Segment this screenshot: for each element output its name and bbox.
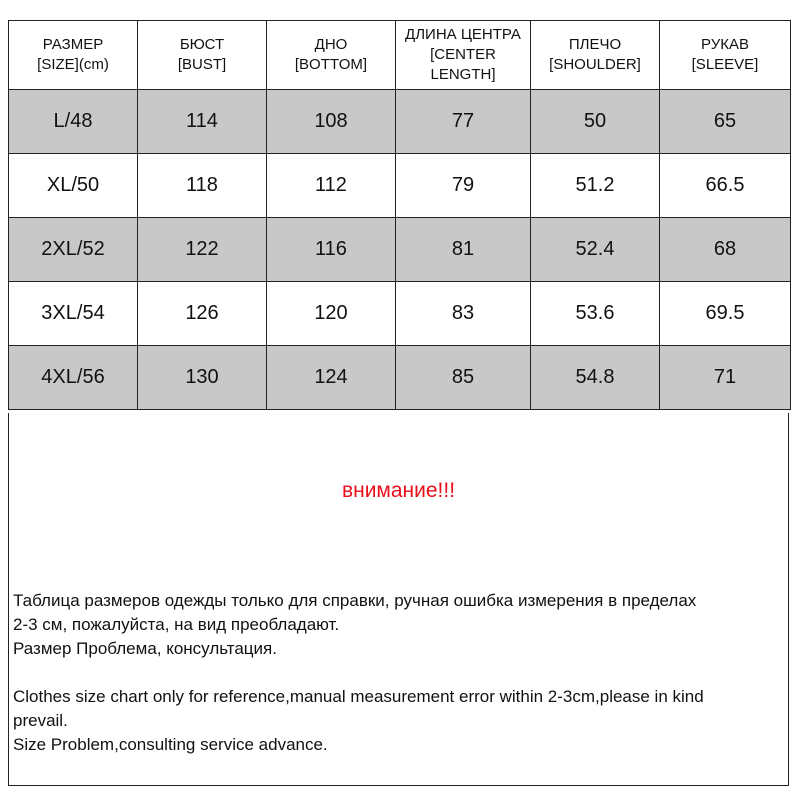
header-sleeve-en: [SLEEVE] bbox=[691, 56, 759, 73]
cell-bottom: 120 bbox=[267, 282, 396, 346]
cell-sleeve: 66.5 bbox=[660, 154, 791, 218]
header-bust-en: [BUST] bbox=[177, 56, 227, 73]
attention-heading: внимание!!! bbox=[341, 479, 456, 502]
header-center-length bbox=[396, 21, 531, 90]
cell-sleeve: 71 bbox=[660, 346, 791, 410]
notice-en-line-1: Clothes size chart only for reference,manual measurement error within 2-3cm,please in kind bbox=[13, 687, 704, 706]
header-center-length-en-1: [CENTER bbox=[430, 46, 496, 63]
cell-bust: 130 bbox=[138, 346, 267, 410]
header-sleeve-ru: РУКАВ bbox=[701, 36, 749, 53]
header-bottom-ru: ДНО bbox=[314, 36, 348, 53]
cell-center-length: 81 bbox=[396, 218, 531, 282]
cell-shoulder: 52.4 bbox=[531, 218, 660, 282]
header-size-ru: РАЗМЕР bbox=[42, 36, 104, 53]
cell-size: L/48 bbox=[9, 90, 138, 154]
header-shoulder-en: [SHOULDER] bbox=[549, 56, 641, 73]
header-center-length-en-2: LENGTH] bbox=[430, 66, 496, 83]
notice-en-line-2: prevail. bbox=[13, 711, 68, 730]
cell-shoulder: 54.8 bbox=[531, 346, 660, 410]
cell-size: 2XL/52 bbox=[9, 218, 138, 282]
header-shoulder bbox=[531, 21, 660, 90]
table-row bbox=[9, 218, 791, 282]
header-bottom-en: [BOTTOM] bbox=[294, 56, 368, 73]
cell-bust: 118 bbox=[138, 154, 267, 218]
cell-size: XL/50 bbox=[9, 154, 138, 218]
cell-shoulder: 51.2 bbox=[531, 154, 660, 218]
cell-bottom: 112 bbox=[267, 154, 396, 218]
cell-bottom: 124 bbox=[267, 346, 396, 410]
cell-center-length: 83 bbox=[396, 282, 531, 346]
header-size bbox=[9, 21, 138, 90]
size-chart-table bbox=[8, 20, 791, 410]
header-bust bbox=[138, 21, 267, 90]
cell-center-length: 77 bbox=[396, 90, 531, 154]
notice-russian bbox=[13, 589, 783, 661]
cell-center-length: 85 bbox=[396, 346, 531, 410]
cell-shoulder: 53.6 bbox=[531, 282, 660, 346]
notice-en-line-3: Size Problem,consulting service advance. bbox=[13, 735, 328, 754]
table-header-row bbox=[9, 21, 791, 90]
header-bottom bbox=[267, 21, 396, 90]
header-shoulder-ru: ПЛЕЧО bbox=[568, 36, 622, 53]
notice-box bbox=[8, 413, 789, 786]
cell-sleeve: 69.5 bbox=[660, 282, 791, 346]
cell-size: 4XL/56 bbox=[9, 346, 138, 410]
table-row bbox=[9, 346, 791, 410]
header-bust-ru: БЮСТ bbox=[179, 36, 225, 53]
notice-ru-line-3: Размер Проблема, консультация. bbox=[13, 639, 277, 658]
notice-english bbox=[13, 685, 789, 757]
cell-bust: 114 bbox=[138, 90, 267, 154]
cell-size: 3XL/54 bbox=[9, 282, 138, 346]
cell-bust: 122 bbox=[138, 218, 267, 282]
cell-bottom: 108 bbox=[267, 90, 396, 154]
header-size-en: [SIZE](cm) bbox=[37, 56, 109, 73]
cell-shoulder: 50 bbox=[531, 90, 660, 154]
notice-ru-line-1: Таблица размеров одежды только для справки, ручная ошибка измерения в пределах bbox=[13, 591, 697, 610]
notice-ru-line-2: 2-3 см, пожалуйста, на вид преобладают. bbox=[13, 615, 340, 634]
table-row bbox=[9, 154, 791, 218]
header-center-length-ru: ДЛИНА ЦЕНТРА bbox=[405, 26, 521, 43]
table-row bbox=[9, 90, 791, 154]
cell-sleeve: 68 bbox=[660, 218, 791, 282]
header-sleeve bbox=[660, 21, 791, 90]
cell-bottom: 116 bbox=[267, 218, 396, 282]
cell-bust: 126 bbox=[138, 282, 267, 346]
cell-center-length: 79 bbox=[396, 154, 531, 218]
table-row bbox=[9, 282, 791, 346]
cell-sleeve: 65 bbox=[660, 90, 791, 154]
